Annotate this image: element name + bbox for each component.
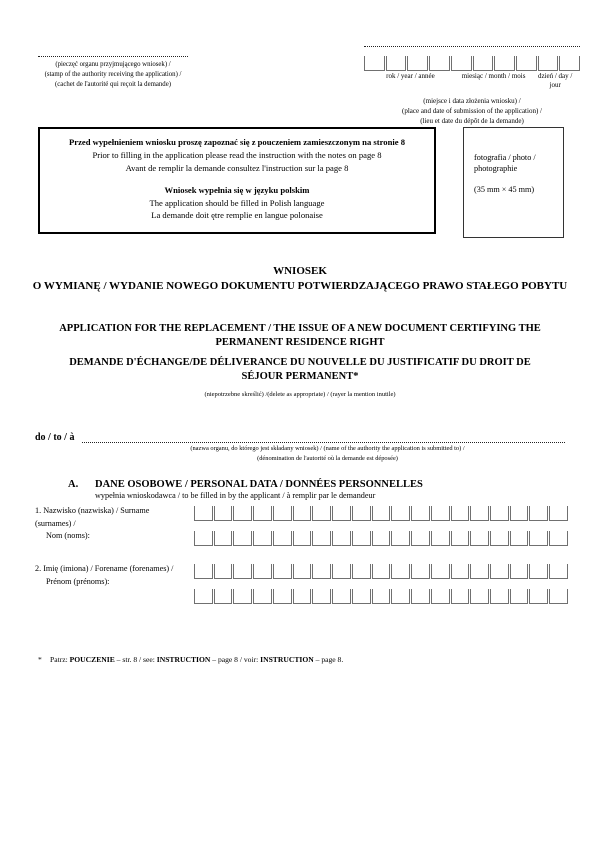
photo-label-1: fotografia / photo / [474, 153, 536, 162]
char-cell[interactable] [253, 531, 272, 546]
char-cell[interactable] [391, 506, 410, 521]
char-cell[interactable] [470, 531, 489, 546]
char-cell[interactable] [253, 589, 272, 604]
char-cell[interactable] [451, 589, 470, 604]
stamp-block [35, 50, 191, 90]
char-cell[interactable] [529, 506, 548, 521]
forename-input-row-2[interactable] [194, 589, 568, 604]
forename-input-row-1[interactable] [194, 564, 568, 579]
char-cell[interactable] [451, 564, 470, 579]
surname-input-row-1[interactable] [194, 506, 568, 521]
char-cell[interactable] [451, 56, 472, 71]
char-cell[interactable] [233, 564, 252, 579]
char-cell[interactable] [431, 589, 450, 604]
char-cell[interactable] [549, 564, 568, 579]
char-cell[interactable] [233, 589, 252, 604]
char-cell[interactable] [273, 564, 292, 579]
title-french: DEMANDE D'ÉCHANGE/DE DÉLIVERANCE DU NOUVELLE DU JUSTIFICATIF DU DROIT DE SÉJOUR PERMANENT* [69, 357, 531, 383]
char-cell[interactable] [470, 506, 489, 521]
char-cell[interactable] [352, 506, 371, 521]
char-cell[interactable] [332, 589, 351, 604]
char-cell[interactable] [529, 531, 548, 546]
month-label: miesiąc / month / mois [461, 72, 526, 80]
char-cell[interactable] [332, 564, 351, 579]
notice-en-2: The application should be filled in Polish language [149, 197, 325, 208]
char-cell[interactable] [494, 56, 515, 71]
char-cell[interactable] [510, 589, 529, 604]
char-cell[interactable] [293, 564, 312, 579]
year-label: rok / year / année [386, 72, 435, 80]
char-cell[interactable] [372, 589, 391, 604]
char-cell[interactable] [293, 506, 312, 521]
addressee-caption: (nazwa organu, do którego jest składany wniosek) / (name of the authority the application is submitted to) / (dénomination de l'autorité où la demande est déposée) [190, 445, 465, 462]
section-a-letter: A. [68, 479, 79, 490]
char-cell[interactable] [372, 506, 391, 521]
char-cell[interactable] [538, 56, 559, 71]
field-forename-label: 2. Imię (imiona) / Forename (forenames) / Prénom (prénoms): [35, 564, 174, 586]
char-cell[interactable] [391, 531, 410, 546]
char-cell[interactable] [470, 589, 489, 604]
char-cell[interactable] [510, 564, 529, 579]
char-cell[interactable] [372, 531, 391, 546]
char-cell[interactable] [490, 506, 509, 521]
char-cell[interactable] [194, 531, 213, 546]
notice-pl-1: Przed wypełnieniem wniosku proszę zapoznać się z pouczeniem zamieszczonym na stronie 8 [69, 137, 405, 147]
char-cell[interactable] [451, 531, 470, 546]
char-cell[interactable] [431, 531, 450, 546]
char-cell[interactable] [214, 531, 233, 546]
char-cell[interactable] [391, 589, 410, 604]
photo-label-2: photographie [474, 164, 518, 174]
char-cell[interactable] [473, 56, 494, 71]
char-cell[interactable] [332, 531, 351, 546]
char-cell[interactable] [470, 564, 489, 579]
stamp-caption-fr: (cachet de l'autorité qui reçoit la demande) [55, 80, 171, 88]
char-cell[interactable] [429, 56, 450, 71]
char-cell[interactable] [352, 589, 371, 604]
addressee-label: do / to / à [35, 432, 75, 443]
day-label: dzień / day / jour [537, 72, 573, 89]
char-cell[interactable] [510, 531, 529, 546]
char-cell[interactable] [549, 531, 568, 546]
date-labels [364, 72, 580, 90]
char-cell[interactable] [490, 564, 509, 579]
section-a-subtitle: wypełnia wnioskodawca / to be filled in by the applicant / à remplir par le demandeur [95, 491, 376, 500]
char-cell[interactable] [312, 564, 331, 579]
title-note: (niepotrzebne skreślić) /(delete as appropriate) / (rayer la mention inutile) [204, 391, 396, 398]
notice-en-1: Prior to filling in the application please read the instruction with the notes on page 8 [92, 149, 382, 160]
char-cell[interactable] [312, 531, 331, 546]
char-cell[interactable] [352, 531, 371, 546]
char-cell[interactable] [529, 589, 548, 604]
char-cell[interactable] [451, 506, 470, 521]
footnote: * Patrz: POUCZENIE – str. 8 / see: INSTRUCTION – page 8 / voir: INSTRUCTION – page 8. [38, 655, 344, 664]
char-cell[interactable] [372, 564, 391, 579]
date-caption: (miejsce i data złożenia wniosku) / (place and date of submission of the application) / (lieu et date du dépôt de la demande) [402, 96, 542, 125]
char-cell[interactable] [411, 564, 430, 579]
char-cell[interactable] [490, 589, 509, 604]
field-surname-label: 1. Nazwisko (nazwiska) / Surname (surnames) / Nom (noms): [35, 506, 150, 541]
char-cell[interactable] [273, 531, 292, 546]
section-a-heading [68, 479, 568, 500]
char-cell[interactable] [510, 506, 529, 521]
char-cell[interactable] [431, 506, 450, 521]
date-comb-input[interactable] [364, 56, 580, 71]
char-cell[interactable] [332, 506, 351, 521]
char-cell[interactable] [214, 589, 233, 604]
char-cell[interactable] [293, 531, 312, 546]
char-cell[interactable] [364, 56, 385, 71]
char-cell[interactable] [194, 589, 213, 604]
char-cell[interactable] [516, 56, 537, 71]
char-cell[interactable] [293, 589, 312, 604]
char-cell[interactable] [214, 564, 233, 579]
place-fill-line[interactable] [364, 42, 580, 47]
stamp-caption-en: (stamp of the authority receiving the application) / [44, 70, 182, 78]
char-cell[interactable] [352, 564, 371, 579]
stamp-caption-pl: (pieczęć organu przyjmującego wniosek) / [55, 61, 171, 68]
notice-pl-2: Wniosek wypełnia się w języku polskim [164, 184, 310, 195]
char-cell[interactable] [559, 56, 580, 71]
char-cell[interactable] [407, 56, 428, 71]
char-cell[interactable] [411, 589, 430, 604]
char-cell[interactable] [253, 506, 272, 521]
char-cell[interactable] [549, 589, 568, 604]
photo-box [463, 127, 564, 238]
char-cell[interactable] [194, 506, 213, 521]
notice-fr-1: Avant de remplir la demande consultez l'instruction sur la page 8 [125, 162, 349, 173]
char-cell[interactable] [490, 531, 509, 546]
title-polish: WNIOSEK O WYMIANĘ / WYDANIE NOWEGO DOKUMENTU POTWIERDZAJĄCEGO PRAWO STAŁEGO POBYTU [32, 265, 568, 292]
char-cell[interactable] [386, 56, 407, 71]
date-block [364, 42, 580, 126]
stamp-fill-line[interactable] [38, 50, 188, 57]
footnote-marker: * [38, 655, 42, 664]
char-cell[interactable] [391, 564, 410, 579]
char-cell[interactable] [273, 506, 292, 521]
char-cell[interactable] [253, 564, 272, 579]
char-cell[interactable] [312, 589, 331, 604]
char-cell[interactable] [214, 506, 233, 521]
title-english: APPLICATION FOR THE REPLACEMENT / THE ISSUE OF A NEW DOCUMENT CERTIFYING THE PERMANENT RESIDENCE RIGHT [59, 323, 541, 349]
char-cell[interactable] [312, 506, 331, 521]
char-cell[interactable] [194, 564, 213, 579]
char-cell[interactable] [233, 506, 252, 521]
char-cell[interactable] [273, 589, 292, 604]
char-cell[interactable] [529, 564, 548, 579]
addressee-input-line[interactable] [82, 431, 565, 443]
char-cell[interactable] [431, 564, 450, 579]
section-a-title: DANE OSOBOWE / PERSONAL DATA / DONNÉES PERSONNELLES [95, 479, 423, 490]
char-cell[interactable] [233, 531, 252, 546]
notice-box [38, 127, 436, 234]
surname-input-row-2[interactable] [194, 531, 568, 546]
char-cell[interactable] [549, 506, 568, 521]
photo-size: (35 mm × 45 mm) [474, 184, 535, 194]
notice-fr-2: La demande doit ętre remplie en langue polonaise [151, 210, 323, 221]
char-cell[interactable] [411, 506, 430, 521]
char-cell[interactable] [411, 531, 430, 546]
addressee-block [35, 431, 565, 463]
